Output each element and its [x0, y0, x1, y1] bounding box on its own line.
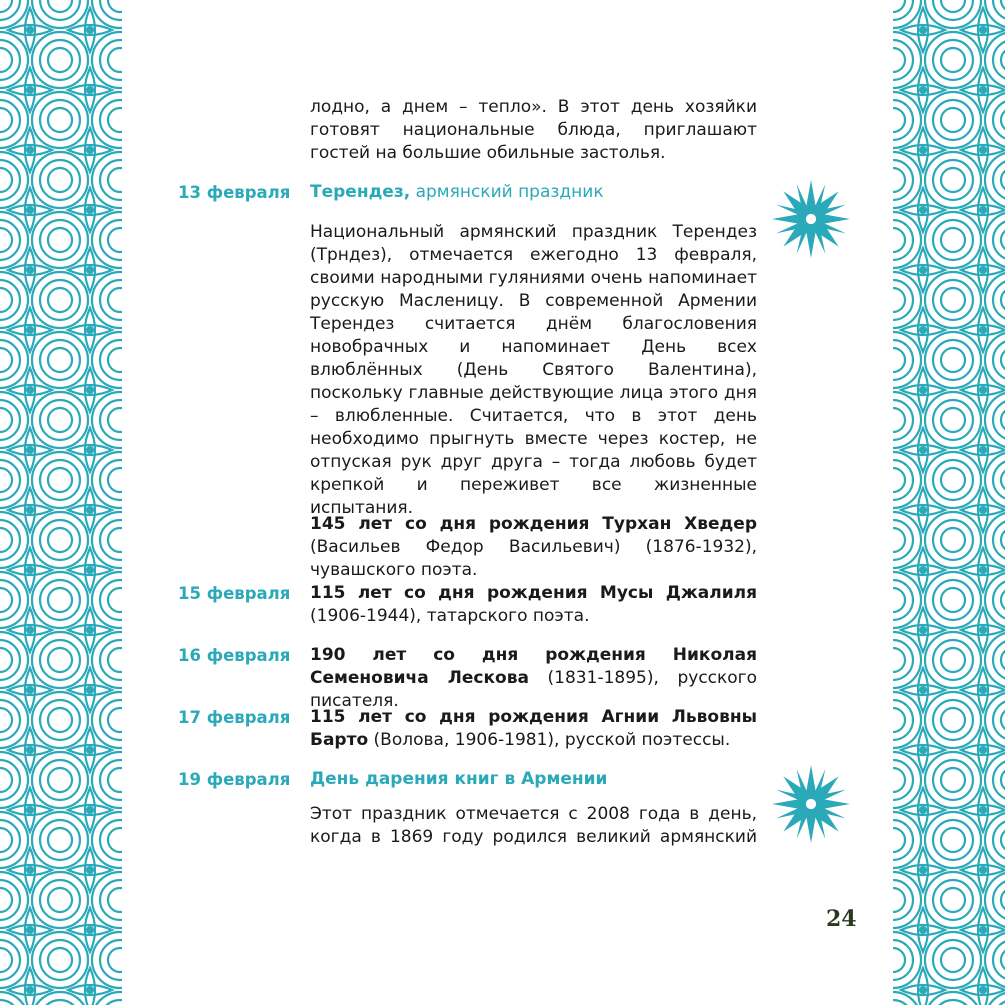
- entry-heading: [310, 181, 604, 204]
- entry-body: Этот праздник отмечается с 2008 года в день, когда в 1869 году родился великий армянский: [310, 804, 757, 847]
- entry-title: Терендез,: [310, 182, 411, 202]
- sunburst-icon: [770, 763, 852, 845]
- entry-title: 115 лет со дня рождения Агнии Львовны Барто: [310, 707, 757, 750]
- entry-block: [310, 706, 757, 752]
- page-number: 24: [826, 906, 857, 932]
- entry-body: (Волова, 1906-1981), русской поэтессы.: [373, 730, 731, 750]
- entry-title: День дарения книг в Армении: [310, 769, 608, 789]
- right-pattern-border: [893, 0, 1005, 1005]
- entry-title: 145 лет со дня рождения Турхан Хведер: [310, 514, 757, 534]
- entry-block: [310, 582, 757, 628]
- entry-body-block: [310, 221, 757, 520]
- entry-body: (1906-1944), татарского поэта.: [310, 606, 590, 626]
- entry-heading: [310, 768, 607, 791]
- entry-date: 15 февраля: [178, 584, 291, 603]
- pattern-icon: [893, 0, 1005, 1005]
- entry-date: 13 февраля: [178, 183, 291, 202]
- left-pattern-border: [0, 0, 122, 1005]
- intro-paragraph: лодно, а днем – тепло». В этот день хозяйки готовят национальные блюда, приглашают гостей на большие обильные застолья.: [310, 97, 757, 163]
- entry-block: [310, 513, 757, 582]
- entry-title: 115 лет со дня рождения Мусы Джалиля: [310, 583, 757, 603]
- pattern-icon: [0, 0, 122, 1005]
- entry-body-block: [310, 803, 757, 849]
- entry-date: 17 февраля: [178, 708, 291, 727]
- entry-body: (1831-1895), русского писателя.: [310, 668, 758, 711]
- intro-paragraph-block: [310, 96, 757, 165]
- sunburst-icon: [770, 178, 852, 260]
- entry-date: 16 февраля: [178, 646, 291, 665]
- entry-date: 19 февраля: [178, 770, 291, 789]
- entry-body: (Васильев Федор Васильевич) (1876-1932), чувашского поэта.: [310, 537, 757, 580]
- entry-block: [310, 644, 757, 713]
- entry-subtitle: армянский праздник: [415, 182, 604, 202]
- entry-body: Национальный армянский праздник Терендез (Трндез), отмечается ежегодно 13 февраля, своими народными гуляниями очень напоминает русскую Масленицу. В современной Армении Терендез считается днём благословения новобрачных и напоминает День всех влюблённых (День Святого Валентина), поскольку главные действующие лица этого дня – влюбленные. Считается, что в этот день необходимо прыгнуть вместе через костер, не отпуская рук друг друга – тогда любовь будет крепкой и переживет все жизненные испытания.: [310, 222, 757, 518]
- entry-title: 190 лет со дня рождения Николая Семеновича Лескова: [310, 645, 757, 688]
